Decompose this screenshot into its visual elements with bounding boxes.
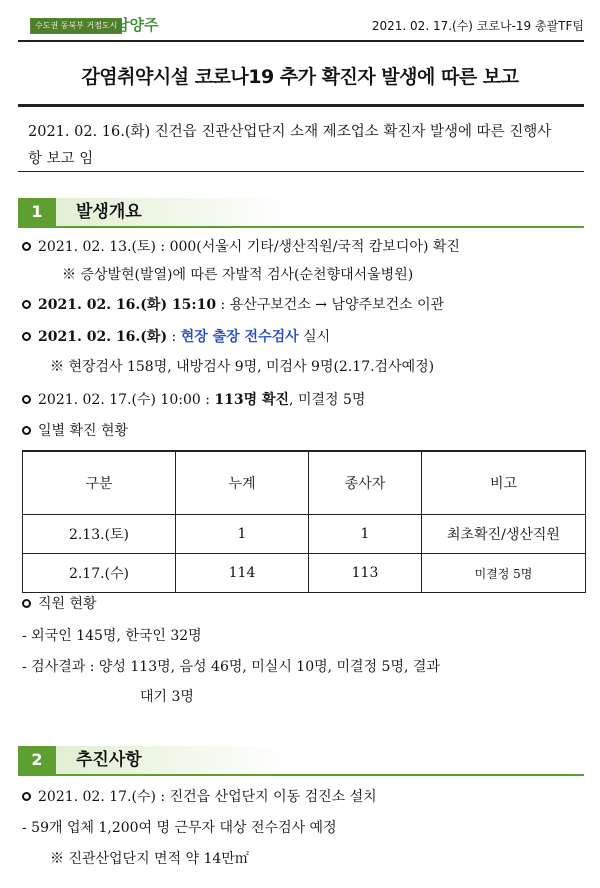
- table-cell: 미결정 5명: [422, 554, 586, 593]
- table-header-row: [23, 451, 586, 515]
- section-1-heading: [18, 198, 584, 226]
- overview-item-4-highlight: 113명 확진: [214, 392, 290, 408]
- overview-note-3: ※ 현장검사 158명, 내방검사 9명, 미검사 9명(2.17.검사예정): [50, 359, 435, 375]
- action-item-1-text: 2021. 02. 17.(수) : 진건읍 산업단지 이동 검진소 설치: [38, 789, 377, 805]
- document-header: [0, 0, 600, 40]
- staff-status-label: 직원 현황: [38, 596, 97, 612]
- city-logo-name: 남양주: [115, 16, 159, 34]
- table-cell: 2.13.(토): [23, 515, 176, 554]
- overview-item-4-date: 2021. 02. 17.(수) 10:00 :: [38, 392, 215, 408]
- city-tagline-logo: 수도권 동북부 거점도시: [30, 18, 122, 34]
- daily-status-label: 일별 확진 현황: [38, 423, 129, 439]
- table-cell: 113: [309, 554, 422, 593]
- circle-bullet-icon: [22, 332, 31, 341]
- action-item-1: [22, 786, 377, 806]
- table-cell: 1: [176, 515, 309, 554]
- overview-note-1: ※ 증상발현(발열)에 따른 자발적 검사(순천향대서울병원): [62, 267, 414, 283]
- overview-item-3-highlight: 현장 출장 전수검사: [180, 329, 299, 345]
- summary-line-2: 항 보고 임: [28, 151, 94, 167]
- overview-item-3-date: 2021. 02. 16.(화): [38, 329, 168, 345]
- staff-detail-1: - 외국인 145명, 한국인 32명: [22, 628, 202, 644]
- section-1-underline: [18, 226, 584, 228]
- header-divider: [18, 40, 584, 42]
- section-1-number: 1: [18, 198, 56, 226]
- table-header: 종사자: [309, 451, 422, 515]
- section-2-underline: [18, 774, 584, 776]
- overview-item-3-sep: :: [167, 329, 181, 345]
- section-1-title: 발생개요: [76, 202, 142, 222]
- daily-confirmed-table: [22, 450, 586, 593]
- table-header: 누계: [176, 451, 309, 515]
- report-date-department: 2021. 02. 17.(수) 코로나-19 총괄TF팀: [371, 19, 584, 33]
- section-2-heading: [18, 746, 584, 774]
- summary-box: [18, 104, 584, 172]
- staff-status-heading: [22, 593, 97, 613]
- overview-item-2-text: : 용산구보건소 → 남양주보건소 이관: [216, 297, 445, 313]
- staff-detail-2: - 검사결과 : 양성 113명, 음성 46명, 미실시 10명, 미결정 5명, 결과: [22, 659, 440, 675]
- table-row: [23, 515, 586, 554]
- overview-item-1-text: 2021. 02. 13.(토) : 000(서울시 기타/생산직원/국적 캄보디아) 확진: [38, 239, 460, 255]
- table-cell: 114: [176, 554, 309, 593]
- overview-item-3: [22, 326, 330, 346]
- overview-item-3-text: 실시: [298, 329, 331, 345]
- document-title: 감염취약시설 코로나19 추가 확진자 발생에 따른 보고: [81, 66, 519, 88]
- section-2-number: 2: [18, 746, 56, 774]
- summary-text: [28, 119, 576, 173]
- circle-bullet-icon: [22, 599, 31, 608]
- overview-item-2-date: 2021. 02. 16.(화) 15:10: [38, 297, 217, 313]
- overview-item-2: [22, 294, 444, 314]
- circle-bullet-icon: [22, 395, 31, 404]
- summary-line-1: 2021. 02. 16.(화) 진건읍 진관산업단지 소재 제조업소 확진자 발생에 따른 진행사: [28, 124, 552, 140]
- table-row: [23, 554, 586, 593]
- action-note-1: ※ 진관산업단지 면적 약 14만㎡: [50, 851, 249, 867]
- circle-bullet-icon: [22, 300, 31, 309]
- staff-detail-2-cont: 대기 3명: [140, 689, 194, 705]
- table-header: 구분: [23, 451, 176, 515]
- table-cell: 최초확진/생산직원: [422, 515, 586, 554]
- circle-bullet-icon: [22, 242, 31, 251]
- circle-bullet-icon: [22, 792, 31, 801]
- table-cell: 1: [309, 515, 422, 554]
- overview-item-1: [22, 236, 460, 256]
- table-cell: 2.17.(수): [23, 554, 176, 593]
- section-2-title: 추진사항: [76, 750, 142, 770]
- overview-item-4: [22, 389, 365, 409]
- overview-item-4-text: , 미결정 5명: [289, 392, 366, 408]
- action-detail-1: - 59개 업체 1,200여 명 근무자 대상 전수검사 예정: [22, 820, 337, 836]
- overview-item-5: [22, 420, 128, 440]
- circle-bullet-icon: [22, 426, 31, 435]
- table-header: 비고: [422, 451, 586, 515]
